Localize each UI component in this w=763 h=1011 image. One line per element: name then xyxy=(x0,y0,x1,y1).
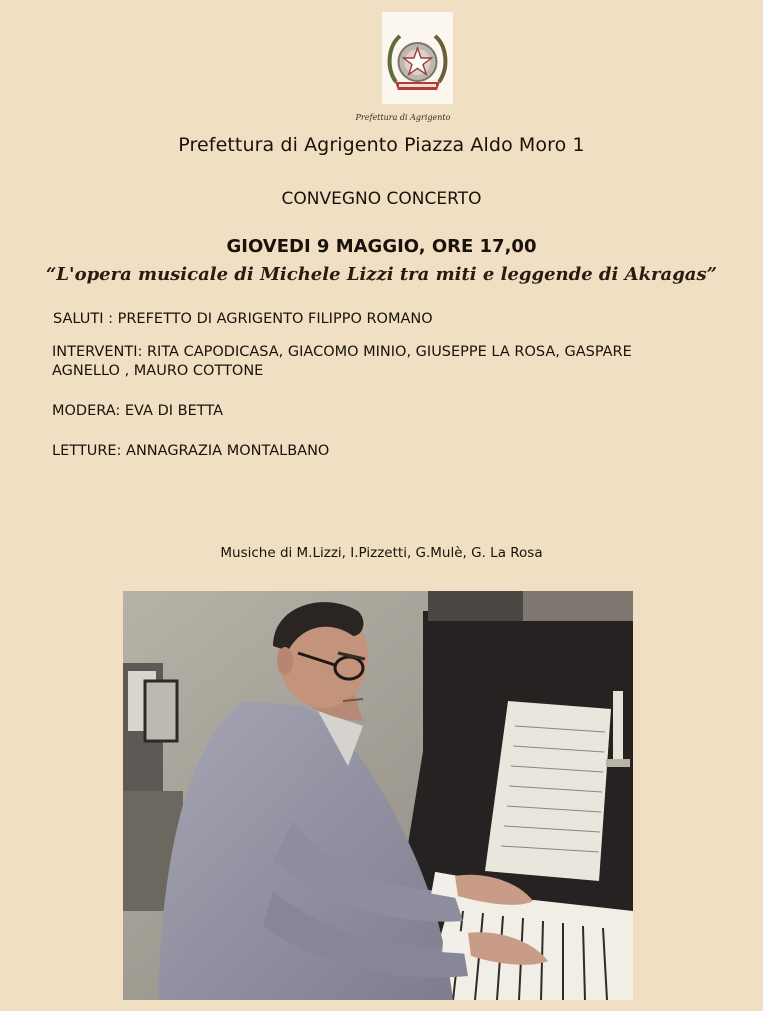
page-title: Prefettura di Agrigento Piazza Aldo Moro 1 xyxy=(178,134,585,156)
program-interventi-line2: AGNELLO , MAURO COTTONE xyxy=(52,363,264,379)
program-letture: LETTURE: ANNAGRAZIA MONTALBANO xyxy=(52,443,330,459)
pianist-photo xyxy=(123,591,633,1000)
event-subtitle: “L'opera musicale di Michele Lizzi tra miti e leggende di Akragas” xyxy=(46,264,717,285)
italian-republic-emblem-icon xyxy=(382,12,453,104)
emblem-caption: Prefettura di Agrigento xyxy=(355,113,451,122)
music-credits: Musiche di M.Lizzi, I.Pizzetti, G.Mulè, G. La Rosa xyxy=(220,545,543,561)
program-modera: MODERA: EVA DI BETTA xyxy=(52,403,223,419)
event-type: CONVEGNO CONCERTO xyxy=(281,189,482,209)
program-interventi-line1: INTERVENTI: RITA CAPODICASA, GIACOMO MINIO, GIUSEPPE LA ROSA, GASPARE xyxy=(52,344,632,360)
program-saluti: SALUTI : PREFETTO DI AGRIGENTO FILIPPO ROMANO xyxy=(53,311,433,327)
event-date: GIOVEDI 9 MAGGIO, ORE 17,00 xyxy=(226,236,537,257)
